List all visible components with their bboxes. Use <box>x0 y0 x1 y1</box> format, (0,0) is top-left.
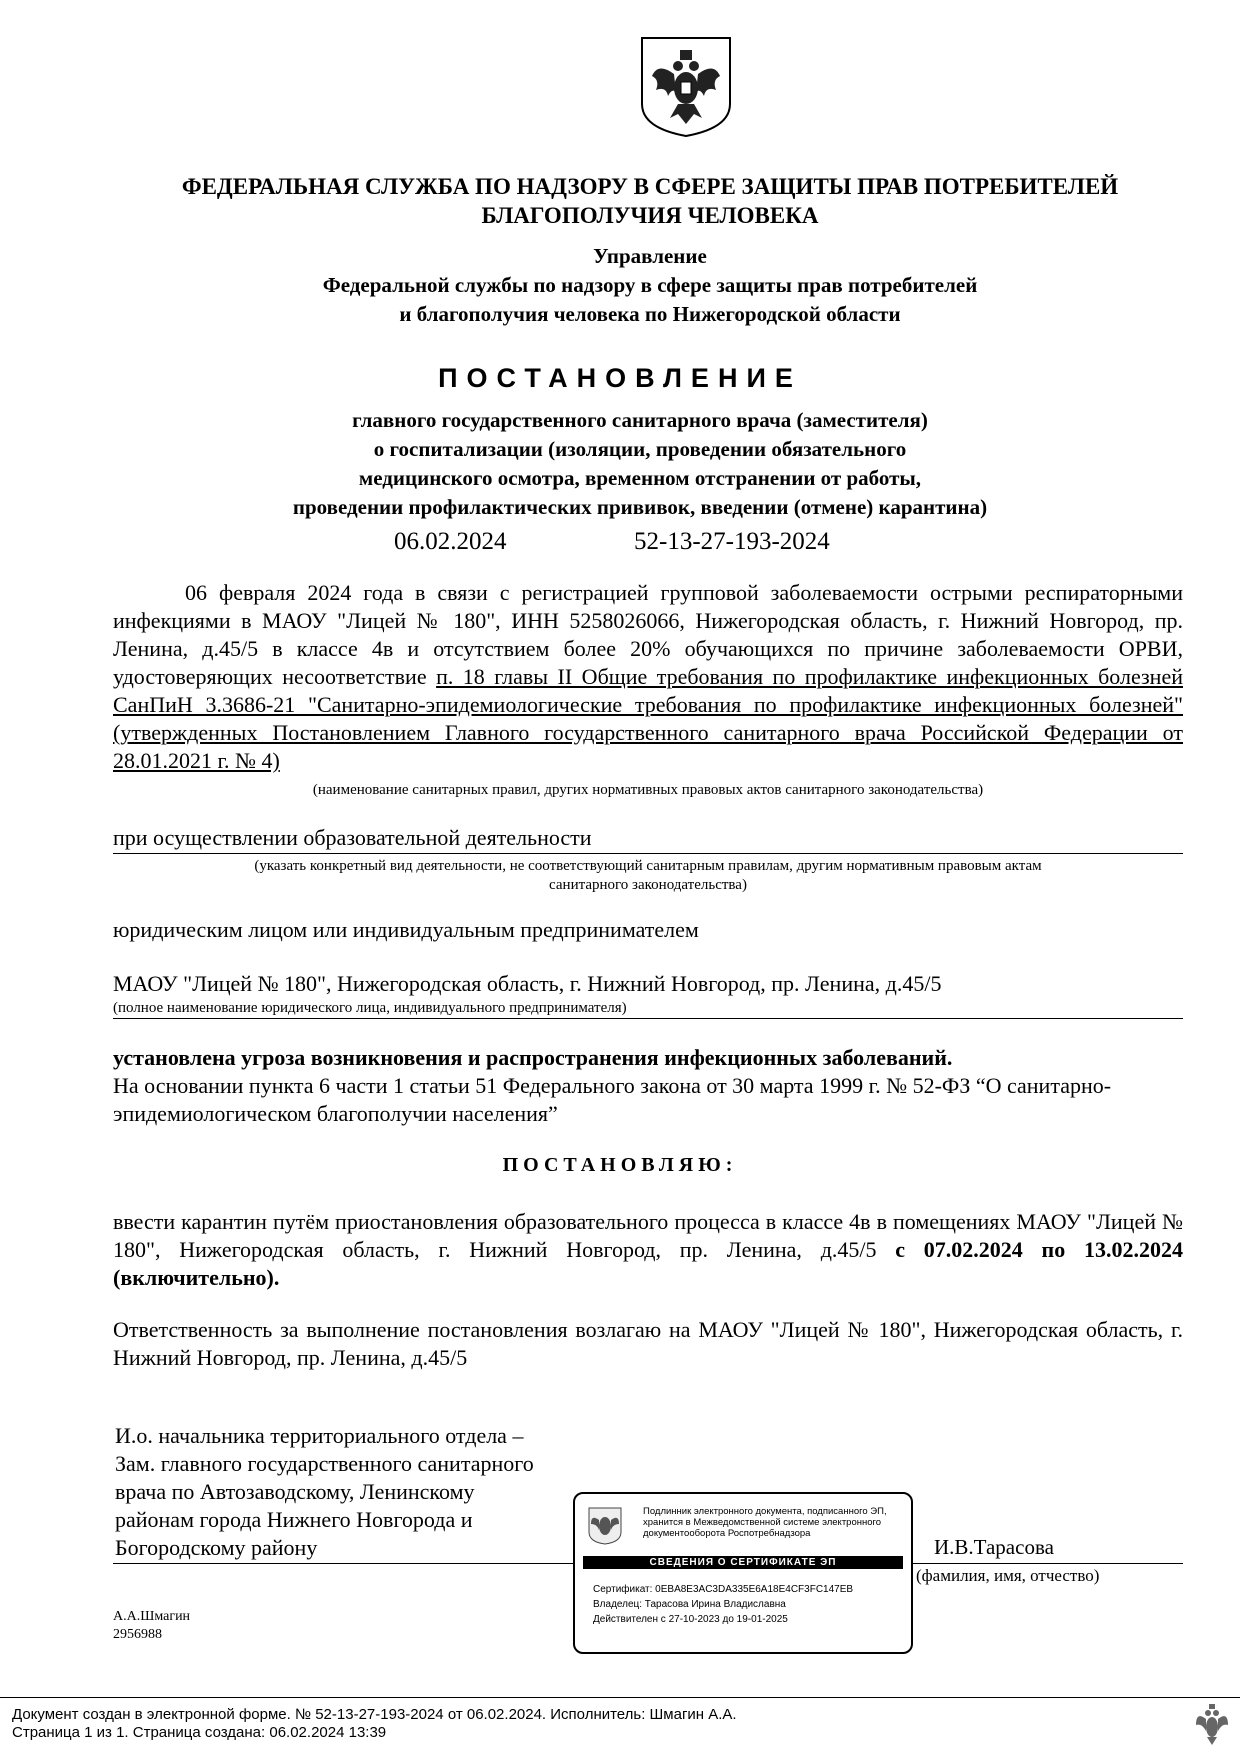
footer-rule <box>0 1697 1240 1698</box>
office-line-1: Управление <box>593 244 707 268</box>
decree-subtitle-line-1: главного государственного санитарного врача (заместителя) <box>352 408 928 432</box>
entity-type: юридическим лицом или индивидуальным предпринимателем <box>113 917 699 942</box>
position-line-1: И.о. начальника территориального отдела – <box>115 1423 524 1448</box>
entity-note: (полное наименование юридического лица, индивидуального предпринимателя) <box>113 1000 627 1016</box>
signer-name: И.В.Тарасова <box>934 1535 1054 1559</box>
position-line-3: врача по Автозаводскому, Ленинскому <box>115 1479 475 1504</box>
resolve-text: ввести карантин путём приостановления образовательного процесса в классе 4в в помещениях МАОУ "Лицей № 180", Нижегородская область, г. Нижний Новгород, пр. Ленина, д.45/5 <box>113 1209 1183 1262</box>
footer-line-2: Страница 1 из 1. Страница создана: 06.02.2024 13:39 <box>12 1724 387 1741</box>
stamp-line-3: документооборота Роспотребнадзора <box>643 1528 811 1539</box>
responsibility-paragraph: Ответственность за выполнение постановления возлагаю на МАОУ "Лицей № 180", Нижегородская область, г. Нижний Новгород, пр. Ленина, д.45/5 <box>113 1317 1183 1370</box>
resolve-paragraph <box>113 1208 1183 1292</box>
position-line-5: Богородскому району <box>115 1535 318 1560</box>
position-line-2: Зам. главного государственного санитарного <box>115 1451 534 1476</box>
coat-of-arms-icon <box>638 34 734 140</box>
footer <box>12 1706 737 1742</box>
activity-note <box>113 857 1183 895</box>
activity-note-line-1: (указать конкретный вид деятельности, не соответствующий санитарным правилам, другим нормативным правовым актам <box>254 858 1042 874</box>
stamp-line-1: Подлинник электронного документа, подписанного ЭП, <box>643 1506 887 1517</box>
name-note: (фамилия, имя, отчество) <box>916 1566 1100 1585</box>
executor-name: А.А.Шмагин <box>113 1609 191 1624</box>
footer-line-1: Документ создан в электронной форме. № 52-13-27-193-2024 от 06.02.2024. Исполнитель: Шмагин А.А. <box>12 1706 737 1723</box>
stamp-owner: Владелец: Тарасова Ирина Владиславна <box>593 1599 786 1610</box>
regulation-reference: п. 18 главы II Общие требования по профилактике инфекционных болезней СанПиН 3.3686-21 "Санитарно-эпидемиологические требования по профилактике инфекционных болезней" (утвержденных Постановлением Главного государственного санитарного врача Российской Федерации от 28.01.2021 г. № 4) <box>113 664 1183 773</box>
signer-position <box>115 1422 635 1562</box>
decree-title: ПОСТАНОВЛЕНИЕ <box>438 363 802 393</box>
decree-subtitle-line-2: о госпитализации (изоляции, проведении обязательного <box>373 437 907 461</box>
legal-basis: На основании пункта 6 части 1 статьи 51 Федерального закона от 30 марта 1999 г. № 52-ФЗ “О санитарно-эпидемиологическом благополучии населения” <box>113 1073 1112 1126</box>
agency-line-1: ФЕДЕРАЛЬНАЯ СЛУЖБА ПО НАДЗОРУ В СФЕРЕ ЗАЩИТЫ ПРАВ ПОТРЕБИТЕЛЕЙ <box>181 174 1119 199</box>
decree-subtitle <box>240 406 1040 522</box>
executor-phone: 2956988 <box>113 1627 162 1642</box>
resolve-title: ПОСТАНОВЛЯЮ: <box>502 1154 738 1176</box>
intro-paragraph <box>113 579 1183 775</box>
stamp-line-2: хранится в Межведомственной системе электронного <box>643 1517 882 1528</box>
decree-subtitle-line-4: проведении профилактических прививок, введении (отмене) карантина) <box>292 495 988 519</box>
office-line-2: Федеральной службы по надзору в сфере защиты прав потребителей <box>322 273 978 297</box>
agency-header <box>100 172 1200 230</box>
activity-note-line-2: санитарного законодательства) <box>549 877 747 893</box>
threat-statement: установлена угроза возникновения и распространения инфекционных заболеваний. <box>113 1045 953 1070</box>
stamp-certificate: Сертификат: 0EBA8E3AC3DA335E6A18E4CF3FC147EB <box>593 1584 854 1595</box>
quarantine-period: с 07.02.2024 по 13.02.2024 (включительно). <box>113 1237 1183 1290</box>
activity-text: при осуществлении образовательной деятельности <box>113 825 592 850</box>
footer-emblem-icon <box>1192 1701 1232 1752</box>
entity-rule <box>113 1018 1183 1019</box>
stamp-header: СВЕДЕНИЯ О СЕРТИФИКАТЕ ЭП <box>583 1556 903 1569</box>
decree-number: 52-13-27-193-2024 <box>634 528 830 555</box>
electronic-signature-stamp <box>573 1492 913 1654</box>
decree-subtitle-line-3: медицинского осмотра, временном отстранении от работы, <box>358 466 922 490</box>
executor-block <box>113 1608 190 1644</box>
office-header <box>120 242 1180 329</box>
office-line-3: и благополучия человека по Нижегородской области <box>399 302 901 326</box>
activity-rule <box>113 853 1183 854</box>
regulation-note: (наименование санитарных правил, других нормативных правовых актов санитарного законодательства) <box>312 782 984 798</box>
stamp-validity: Действителен с 27-10-2023 до 19-01-2025 <box>593 1614 788 1625</box>
position-line-4: районам города Нижнего Новгорода и <box>115 1507 473 1532</box>
stamp-emblem-icon <box>585 1504 625 1551</box>
decree-date: 06.02.2024 <box>394 528 507 555</box>
intro-text: 06 февраля 2024 года в связи с регистрацией групповой заболеваемости острыми респираторными инфекциями в МАОУ "Лицей № 180", ИНН 5258026066, Нижегородская область, г. Нижний Новгород, пр. Ленина, д.45/5 в классе 4в и отсутствием более 20% обучающихся по причине заболеваемости ОРВИ, удостоверяющих несоответствие <box>113 580 1183 689</box>
entity-name: МАОУ "Лицей № 180", Нижегородская область, г. Нижний Новгород, пр. Ленина, д.45/5 <box>113 971 942 996</box>
agency-line-2: БЛАГОПОЛУЧИЯ ЧЕЛОВЕКА <box>481 203 819 228</box>
